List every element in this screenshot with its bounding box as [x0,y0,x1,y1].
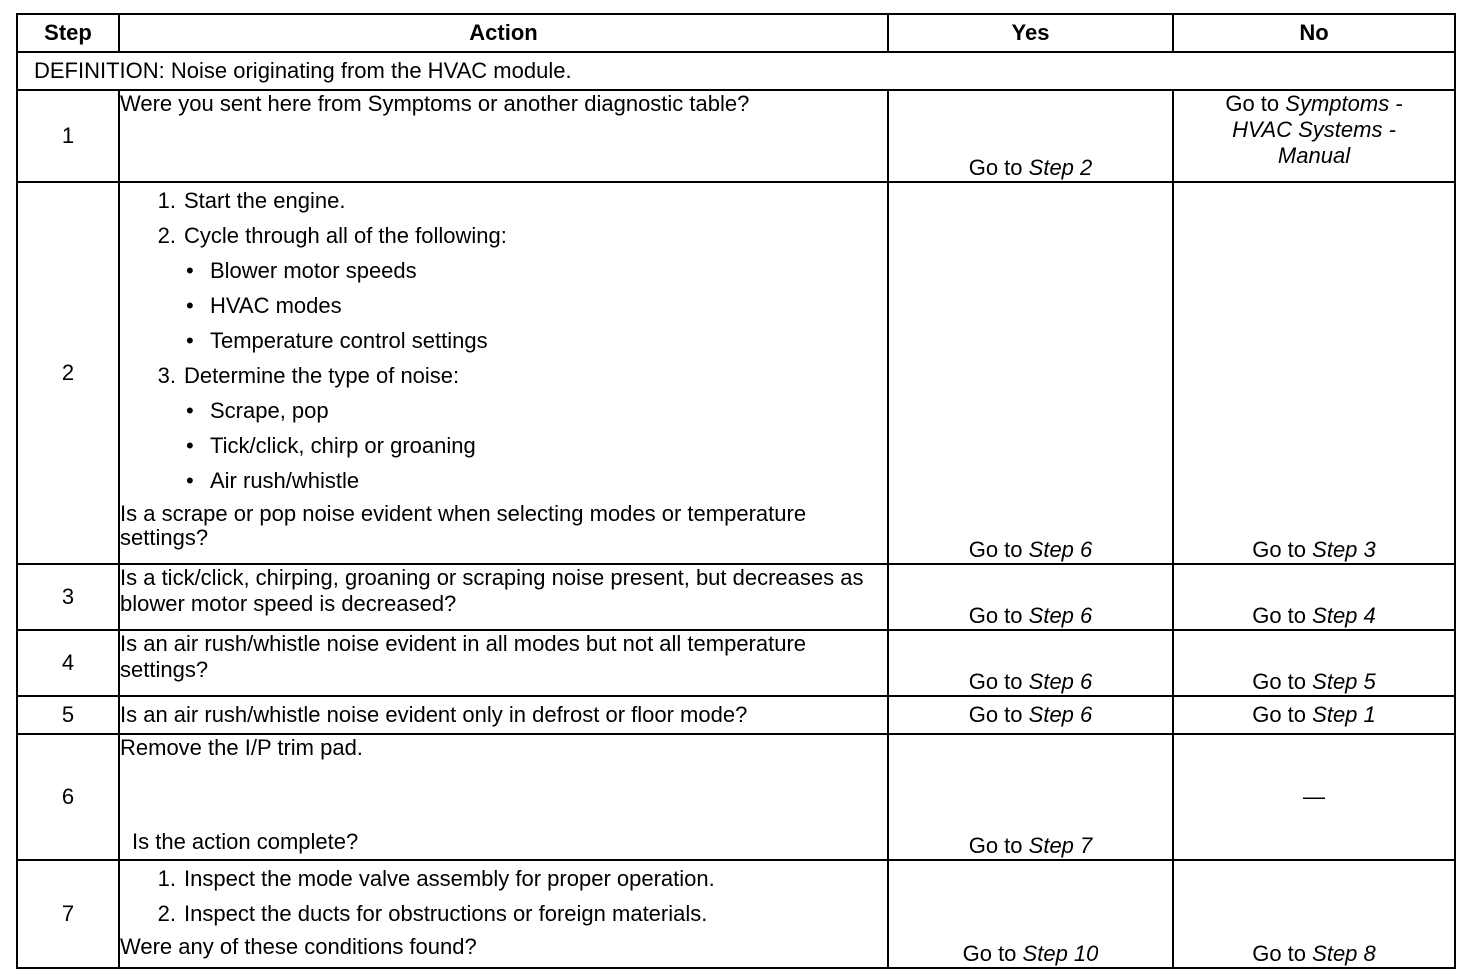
header-row [17,14,1455,52]
question-text: Is the action complete? [132,829,359,854]
procedure-list [120,358,887,393]
step-number: 1 [17,90,119,182]
no-cell: Go to Step 1 [1173,696,1455,734]
list-item: • Scrape, pop [186,398,329,423]
definition-text: DEFINITION: Noise originating from the HVAC module. [17,52,1455,90]
definition-row [17,52,1455,90]
bullet-list [120,253,887,358]
action-cell [119,696,888,734]
list-item: 3. Determine the type of noise: [157,363,460,388]
question-text: Is a scrape or pop noise evident when selecting modes or temperature settings? [120,501,807,550]
bullet-list [120,393,887,498]
step-number: 6 [17,734,119,860]
list-item: • HVAC modes [186,293,342,318]
header-no: No [1173,14,1455,52]
diagnostic-table [16,13,1456,969]
step-number: 3 [17,564,119,630]
list-item: 1. Start the engine. [157,188,346,213]
question-text: Is an air rush/whistle noise evident only in defrost or floor mode? [120,702,748,727]
no-step-link[interactable]: Step 5 [1312,669,1376,694]
list-item: • Tick/click, chirp or groaning [186,433,476,458]
procedure-list [120,861,887,931]
table-row [17,734,1455,860]
table-row [17,564,1455,630]
no-step-link[interactable]: Step 1 [1312,702,1376,727]
list-item: 1. Inspect the mode valve assembly for proper operation. [157,866,715,891]
yes-cell: Go to Step 10 [888,860,1173,968]
action-cell [119,182,888,564]
step-number: 4 [17,630,119,696]
list-item: • Blower motor speeds [186,258,417,283]
no-cell [1173,734,1455,860]
yes-prefix: Go to [968,155,1023,180]
no-cell: Go to Step 4 [1173,564,1455,630]
header-yes: Yes [888,14,1173,52]
yes-cell: Go to Step 6 [888,630,1173,696]
table-row [17,696,1455,734]
table-row [17,182,1455,564]
no-cell: Go to Step 3 [1173,182,1455,564]
header-step: Step [17,14,119,52]
no-manual-link[interactable]: Manual [1277,143,1351,168]
no-step-link[interactable]: Step 4 [1312,603,1376,628]
step-number: 7 [17,860,119,968]
yes-step-link[interactable]: Step 7 [1028,833,1093,858]
no-step-link[interactable]: Step 3 [1312,537,1376,562]
action-cell [119,734,888,860]
table-row [17,630,1455,696]
yes-step-link[interactable]: Step 6 [1028,603,1093,628]
instruction-text: Remove the I/P trim pad. [120,735,363,760]
yes-step-link[interactable]: Step 6 [1028,702,1093,727]
procedure-list [120,183,887,253]
action-cell [119,564,888,630]
step-number: 2 [17,182,119,564]
list-item: • Air rush/whistle [186,468,360,493]
question-text: Were you sent here from Symptoms or another diagnostic table? [120,91,750,116]
question-text: Is an air rush/whistle noise evident in all modes but not all temperature settings? [120,631,807,682]
step-number: 5 [17,696,119,734]
question-text: Is a tick/click, chirping, groaning or scraping noise present, but decreases as blower motor speed is decreased? [120,565,864,616]
list-item: 2. Cycle through all of the following: [157,223,507,248]
no-cell [1173,90,1455,182]
yes-cell: Go to Step 7 [888,734,1173,860]
table-row [17,860,1455,968]
yes-step-link[interactable]: Step 10 [1022,941,1099,966]
no-symptoms-link[interactable]: Symptoms - [1285,91,1403,116]
action-cell [119,630,888,696]
no-value-dash: — [1303,784,1325,809]
table-row [17,90,1455,182]
list-item: • Temperature control settings [186,328,488,353]
yes-cell: Go to Step 6 [888,564,1173,630]
no-cell: Go to Step 8 [1173,860,1455,968]
header-action: Action [119,14,888,52]
question-text: Were any of these conditions found? [120,934,477,959]
list-item: 2. Inspect the ducts for obstructions or foreign materials. [157,901,708,926]
yes-step-link[interactable]: Step 6 [1028,669,1093,694]
yes-cell: Go to Step 6 [888,696,1173,734]
yes-step-link[interactable]: Step 6 [1028,537,1093,562]
no-hvac-systems-link[interactable]: HVAC Systems - [1232,117,1396,142]
no-step-link[interactable]: Step 8 [1312,941,1376,966]
yes-step-link[interactable]: Step 2 [1028,155,1093,180]
yes-cell: Go to Step 6 [888,182,1173,564]
no-cell: Go to Step 5 [1173,630,1455,696]
no-prefix: Go to [1225,91,1280,116]
action-cell [119,860,888,968]
action-cell [119,90,888,182]
yes-cell [888,90,1173,182]
